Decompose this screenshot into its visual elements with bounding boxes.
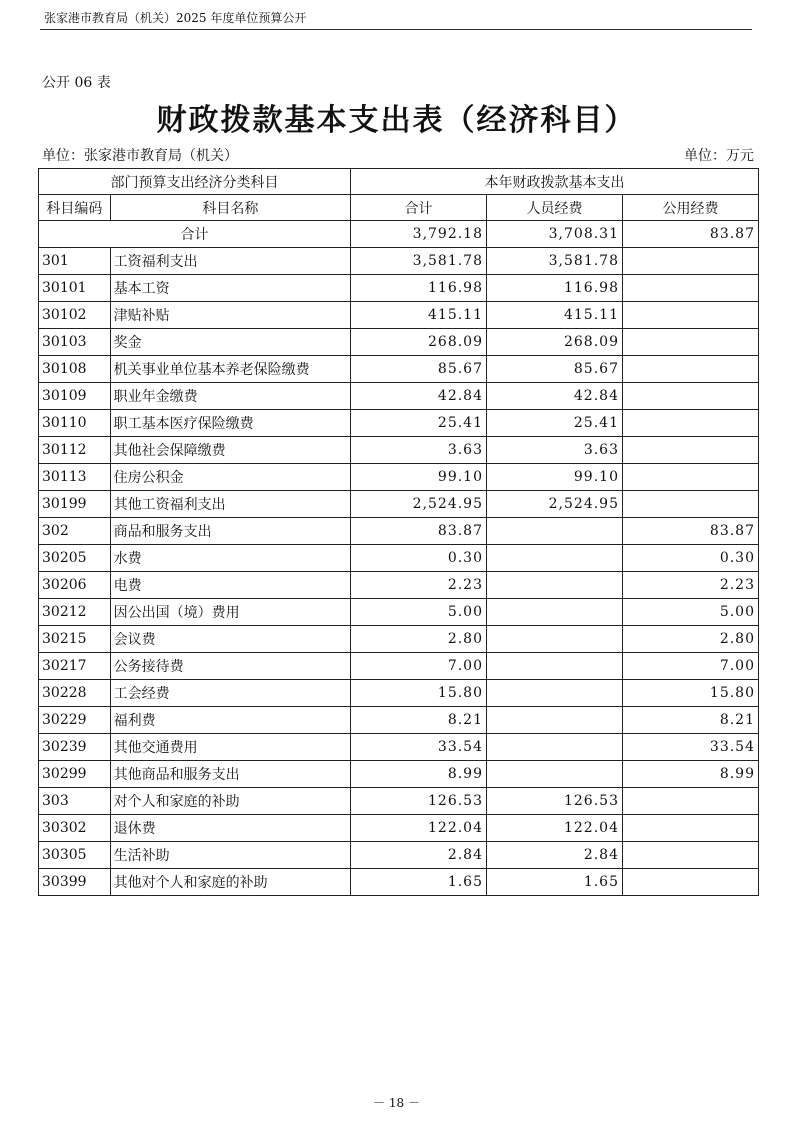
row-total: 3.63: [351, 437, 487, 464]
row-personnel: 1.65: [487, 869, 623, 896]
row-public: [622, 356, 758, 383]
row-public: 15.80: [622, 680, 758, 707]
row-name: 其他社会保障缴费: [110, 437, 350, 464]
table-row: [39, 518, 759, 545]
header-name: 科目名称: [110, 195, 350, 221]
row-name: 会议费: [110, 626, 350, 653]
row-personnel: 122.04: [487, 815, 623, 842]
row-public: [622, 869, 758, 896]
row-public: 8.99: [622, 761, 758, 788]
table-row: [39, 437, 759, 464]
row-personnel: [487, 626, 623, 653]
table-row: [39, 410, 759, 437]
row-name: 基本工资: [110, 275, 350, 302]
row-public: 2.80: [622, 626, 758, 653]
row-code: 301: [39, 248, 111, 275]
row-public: [622, 815, 758, 842]
row-personnel: [487, 653, 623, 680]
row-code: 30305: [39, 842, 111, 869]
row-code: 30108: [39, 356, 111, 383]
row-personnel: 415.11: [487, 302, 623, 329]
row-total: 8.99: [351, 761, 487, 788]
row-personnel: 99.10: [487, 464, 623, 491]
table-row: [39, 869, 759, 896]
row-total: 25.41: [351, 410, 487, 437]
row-total: 83.87: [351, 518, 487, 545]
row-public: [622, 248, 758, 275]
table-row: [39, 707, 759, 734]
row-personnel: 3.63: [487, 437, 623, 464]
table-row: [39, 680, 759, 707]
row-personnel: 2,524.95: [487, 491, 623, 518]
row-code: 30215: [39, 626, 111, 653]
row-public: 2.23: [622, 572, 758, 599]
row-public: [622, 788, 758, 815]
row-public: 83.87: [622, 518, 758, 545]
row-public: [622, 410, 758, 437]
row-code: 30302: [39, 815, 111, 842]
row-code: 30109: [39, 383, 111, 410]
table-row: [39, 761, 759, 788]
row-personnel: 268.09: [487, 329, 623, 356]
row-public: 7.00: [622, 653, 758, 680]
row-public: 5.00: [622, 599, 758, 626]
row-name: 其他交通费用: [110, 734, 350, 761]
row-total: 8.21: [351, 707, 487, 734]
row-total: 2.80: [351, 626, 487, 653]
running-header: 张家港市教育局（机关）2025 年度单位预算公开: [40, 10, 752, 30]
table-row: [39, 788, 759, 815]
total-sum: 3,792.18: [351, 221, 487, 248]
total-personnel: 3,708.31: [487, 221, 623, 248]
table-row: [39, 356, 759, 383]
row-code: 30212: [39, 599, 111, 626]
row-personnel: [487, 761, 623, 788]
row-code: 30205: [39, 545, 111, 572]
row-code: 302: [39, 518, 111, 545]
table-row: [39, 464, 759, 491]
row-public: [622, 383, 758, 410]
header-total: 合计: [351, 195, 487, 221]
row-name: 工资福利支出: [110, 248, 350, 275]
row-name: 住房公积金: [110, 464, 350, 491]
row-name: 公务接待费: [110, 653, 350, 680]
row-personnel: 2.84: [487, 842, 623, 869]
table-row: [39, 248, 759, 275]
row-personnel: 85.67: [487, 356, 623, 383]
row-personnel: 126.53: [487, 788, 623, 815]
row-name: 职业年金缴费: [110, 383, 350, 410]
row-total: 2,524.95: [351, 491, 487, 518]
row-personnel: [487, 680, 623, 707]
row-name: 其他工资福利支出: [110, 491, 350, 518]
unit-row: [42, 145, 754, 165]
row-code: 30399: [39, 869, 111, 896]
table-row: [39, 815, 759, 842]
row-total: 85.67: [351, 356, 487, 383]
row-total: 3,581.78: [351, 248, 487, 275]
row-total: 99.10: [351, 464, 487, 491]
row-personnel: [487, 599, 623, 626]
row-public: [622, 275, 758, 302]
row-total: 268.09: [351, 329, 487, 356]
row-public: [622, 491, 758, 518]
row-code: 30113: [39, 464, 111, 491]
row-personnel: [487, 545, 623, 572]
table-row: [39, 626, 759, 653]
row-name: 其他对个人和家庭的补助: [110, 869, 350, 896]
row-code: 30299: [39, 761, 111, 788]
row-total: 33.54: [351, 734, 487, 761]
row-code: 303: [39, 788, 111, 815]
table-row: [39, 599, 759, 626]
row-code: 30102: [39, 302, 111, 329]
table-row: [39, 383, 759, 410]
page-title: 财政拨款基本支出表（经济科目）: [156, 103, 637, 138]
row-code: 30217: [39, 653, 111, 680]
row-name: 福利费: [110, 707, 350, 734]
row-name: 职工基本医疗保险缴费: [110, 410, 350, 437]
row-name: 电费: [110, 572, 350, 599]
row-code: 30112: [39, 437, 111, 464]
header-group-row: [39, 169, 759, 195]
row-public: 8.21: [622, 707, 758, 734]
row-code: 30110: [39, 410, 111, 437]
row-name: 水费: [110, 545, 350, 572]
row-public: [622, 464, 758, 491]
row-personnel: [487, 707, 623, 734]
table-row: [39, 329, 759, 356]
row-name: 津贴补贴: [110, 302, 350, 329]
row-total: 116.98: [351, 275, 487, 302]
row-name: 工会经费: [110, 680, 350, 707]
table-row: [39, 572, 759, 599]
row-name: 奖金: [110, 329, 350, 356]
row-total: 122.04: [351, 815, 487, 842]
header-personnel: 人员经费: [487, 195, 623, 221]
row-code: 30206: [39, 572, 111, 599]
table-row: [39, 545, 759, 572]
table-row: [39, 302, 759, 329]
row-personnel: 42.84: [487, 383, 623, 410]
row-total: 5.00: [351, 599, 487, 626]
header-public: 公用经费: [622, 195, 758, 221]
table-row: [39, 842, 759, 869]
row-public: [622, 842, 758, 869]
row-personnel: [487, 518, 623, 545]
row-name: 因公出国（境）费用: [110, 599, 350, 626]
total-label: 合计: [39, 221, 351, 248]
row-name: 对个人和家庭的补助: [110, 788, 350, 815]
row-public: 33.54: [622, 734, 758, 761]
budget-table: [38, 168, 759, 896]
unit-organization: 单位：张家港市教育局（机关）: [42, 148, 238, 164]
row-code: 30228: [39, 680, 111, 707]
row-total: 415.11: [351, 302, 487, 329]
unit-currency: 单位：万元: [684, 148, 754, 164]
row-total: 42.84: [351, 383, 487, 410]
row-total: 126.53: [351, 788, 487, 815]
row-personnel: [487, 734, 623, 761]
row-total: 2.84: [351, 842, 487, 869]
row-code: 30103: [39, 329, 111, 356]
row-code: 30101: [39, 275, 111, 302]
row-public: [622, 302, 758, 329]
header-column-row: [39, 195, 759, 221]
row-total: 1.65: [351, 869, 487, 896]
row-public: [622, 329, 758, 356]
row-total: 15.80: [351, 680, 487, 707]
table-number: 公开 06 表: [42, 75, 111, 91]
header-group-right: 本年财政拨款基本支出: [351, 169, 759, 195]
header-group-left: 部门预算支出经济分类科目: [39, 169, 351, 195]
table-row: [39, 275, 759, 302]
row-total: 7.00: [351, 653, 487, 680]
row-personnel: 116.98: [487, 275, 623, 302]
row-code: 30229: [39, 707, 111, 734]
row-name: 机关事业单位基本养老保险缴费: [110, 356, 350, 383]
row-personnel: 3,581.78: [487, 248, 623, 275]
row-name: 其他商品和服务支出: [110, 761, 350, 788]
header-code: 科目编码: [39, 195, 111, 221]
table-row: [39, 653, 759, 680]
row-personnel: [487, 572, 623, 599]
row-name: 退休费: [110, 815, 350, 842]
row-code: 30239: [39, 734, 111, 761]
row-total: 2.23: [351, 572, 487, 599]
row-name: 生活补助: [110, 842, 350, 869]
table-row: [39, 491, 759, 518]
row-code: 30199: [39, 491, 111, 518]
page-number: － 18 －: [373, 1096, 420, 1110]
row-public: 0.30: [622, 545, 758, 572]
row-total: 0.30: [351, 545, 487, 572]
row-name: 商品和服务支出: [110, 518, 350, 545]
row-personnel: 25.41: [487, 410, 623, 437]
total-row: [39, 221, 759, 248]
row-public: [622, 437, 758, 464]
total-public: 83.87: [622, 221, 758, 248]
table-row: [39, 734, 759, 761]
